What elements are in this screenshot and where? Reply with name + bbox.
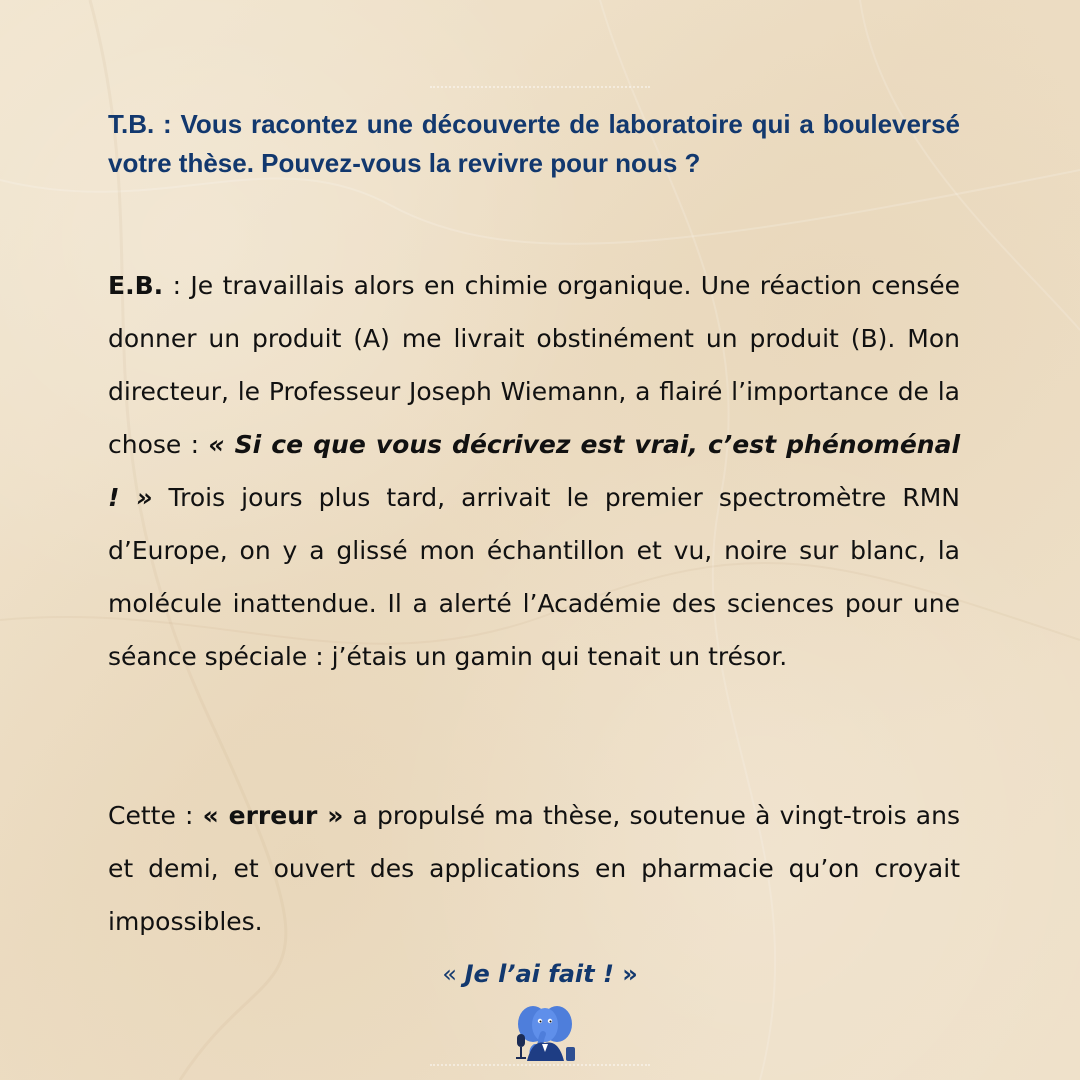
answer-speaker: E.B.	[108, 271, 164, 300]
signature-quote	[0, 956, 1080, 992]
elephant-podcaster-icon	[513, 1000, 577, 1062]
answer-intro: : Je travaillais alors en chimie organique. Une réaction censée donner un produit (A) me livrait obstinément un produit (B). Mon directeur, le Professeur Joseph Wiemann, a flairé l’importance de la chose :	[108, 271, 960, 459]
closing-after: a propulsé ma thèse, soutenue à vingt-trois ans et demi, et ouvert des applications en pharmacie qu’on croyait impossibles.	[108, 801, 960, 936]
bottom-dotted-divider	[430, 1064, 650, 1066]
closing-emphasis: « erreur »	[202, 801, 344, 830]
signature-close-quote: »	[613, 960, 638, 988]
signature-open-quote: «	[442, 960, 465, 988]
top-dotted-divider	[430, 86, 650, 88]
highlighted-quote: « Si ce que vous décrivez est vrai, c’est phénoménal ! »	[108, 430, 961, 512]
signature-text: Je l’ai fait !	[464, 960, 614, 988]
question-text: : Vous racontez une découverte de laboratoire qui a bouleversé votre thèse. Pouvez-vous la revivre pour nous ?	[108, 109, 960, 178]
answer-outro: Trois jours plus tard, arrivait le premier spectromètre RMN d’Europe, on y a glissé mon échantillon et vu, noire sur blanc, la molécule inattendue. Il a alerté l’Académie des sciences pour une séance spéciale : j’étais un gamin qui tenait un trésor.	[108, 483, 961, 671]
interview-question	[108, 105, 960, 183]
question-speaker: T.B.	[108, 109, 155, 139]
interview-answer	[108, 259, 960, 683]
closing-paragraph	[108, 789, 960, 948]
closing-before: Cette :	[108, 801, 203, 830]
